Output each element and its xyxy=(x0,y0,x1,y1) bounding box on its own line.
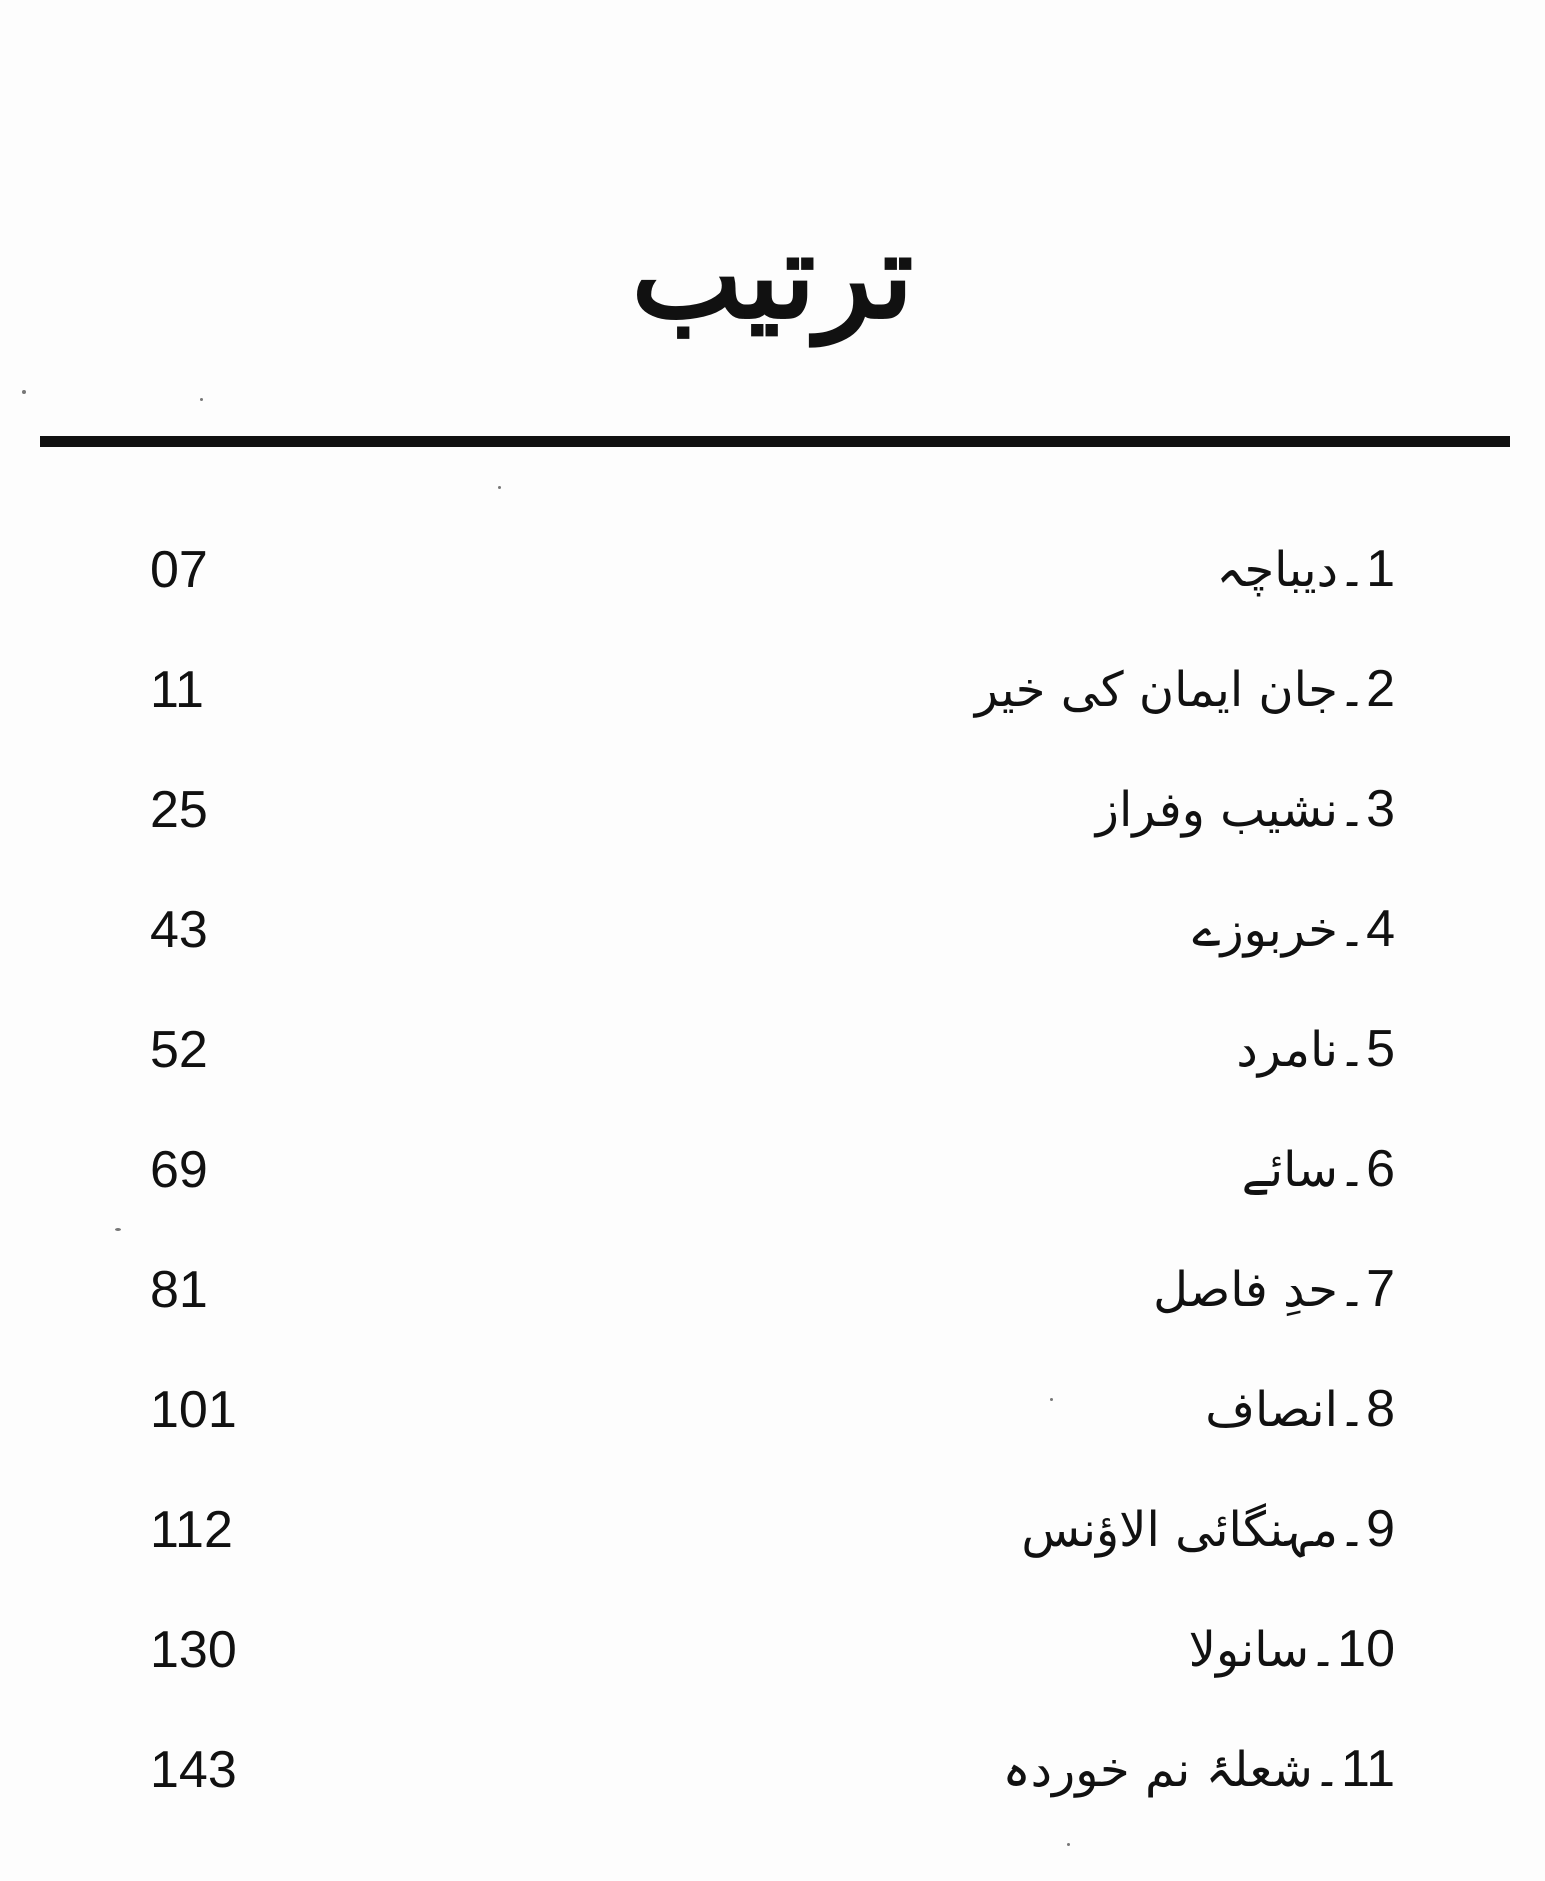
toc-entry xyxy=(0,760,1545,880)
toc-page-number: 52 xyxy=(150,1021,208,1079)
toc-entry xyxy=(0,1360,1545,1480)
toc-page-number: 25 xyxy=(150,781,208,839)
toc-separator: ۔ xyxy=(1312,1742,1342,1798)
toc-separator: ۔ xyxy=(1337,1382,1367,1438)
toc-separator: ۔ xyxy=(1337,662,1367,718)
toc-page-number: 11 xyxy=(150,661,204,719)
scan-speck xyxy=(200,398,203,401)
toc-entry xyxy=(0,520,1545,640)
title-divider xyxy=(40,436,1510,447)
toc-entry xyxy=(0,640,1545,760)
scan-speck xyxy=(1067,1843,1070,1846)
toc-entry-title xyxy=(1003,1734,1395,1805)
toc-entry-text: سانولا xyxy=(1188,1622,1310,1678)
toc-entry-number: 11 xyxy=(1341,1740,1395,1798)
toc-separator: ۔ xyxy=(1337,542,1367,598)
page-title: ترتیب xyxy=(631,206,914,345)
toc-entry-number: 2 xyxy=(1366,660,1395,718)
toc-entry-title xyxy=(1021,1494,1395,1565)
toc-page-number: 101 xyxy=(150,1381,237,1439)
toc-entry xyxy=(0,1240,1545,1360)
toc-entry-title xyxy=(1242,1134,1395,1205)
toc-entry-number: 6 xyxy=(1366,1140,1395,1198)
toc-entry xyxy=(0,880,1545,1000)
toc-entry-number: 10 xyxy=(1337,1620,1395,1678)
toc-entry xyxy=(0,1000,1545,1120)
toc-entry-title xyxy=(1189,1614,1395,1685)
toc-entry xyxy=(0,1600,1545,1720)
toc-entry-text: جان ایمان کی خیر xyxy=(974,662,1338,718)
toc-page-number: 69 xyxy=(150,1141,208,1199)
toc-separator: ۔ xyxy=(1337,1262,1367,1318)
toc-entry-title xyxy=(1216,534,1395,605)
toc-page-number: 07 xyxy=(150,541,208,599)
toc-entry-number: 7 xyxy=(1366,1260,1395,1318)
scan-speck xyxy=(115,1228,121,1231)
toc-entry-text: حدِ فاصل xyxy=(1153,1262,1338,1318)
toc-page-number: 143 xyxy=(150,1741,237,1799)
toc-entry-text: مہنگائی الاؤنس xyxy=(1021,1502,1338,1558)
toc-entry-number: 8 xyxy=(1366,1380,1395,1438)
toc-entry-title xyxy=(1192,894,1395,965)
toc-separator: ۔ xyxy=(1337,902,1367,958)
toc-entry-text: خربوزے xyxy=(1192,902,1338,958)
toc-entry-number: 5 xyxy=(1366,1020,1395,1078)
toc-entry-title xyxy=(1096,774,1395,845)
toc-entry-number: 9 xyxy=(1366,1500,1395,1558)
scan-speck xyxy=(498,486,501,489)
toc-entry-text: نشیب وفراز xyxy=(1095,782,1338,838)
toc-entry xyxy=(0,1120,1545,1240)
toc-entry-title xyxy=(1236,1014,1395,1085)
toc-separator: ۔ xyxy=(1337,782,1367,838)
toc-page-number: 130 xyxy=(150,1621,237,1679)
toc-entry-text: نامرد xyxy=(1236,1022,1338,1078)
toc-entry-text: شعلۂ نم خوردہ xyxy=(1002,1742,1313,1798)
toc-separator: ۔ xyxy=(1309,1622,1338,1678)
toc-entry xyxy=(0,1720,1545,1840)
toc-entry-title xyxy=(1153,1254,1395,1325)
scan-speck xyxy=(22,390,26,394)
toc-separator: ۔ xyxy=(1337,1142,1367,1198)
table-of-contents xyxy=(0,520,1545,1820)
toc-entry-number: 1 xyxy=(1366,540,1395,598)
toc-page-number: 43 xyxy=(150,901,208,959)
toc-entry-title xyxy=(975,654,1395,725)
toc-entry-number: 3 xyxy=(1366,780,1395,838)
toc-separator: ۔ xyxy=(1337,1502,1367,1558)
toc-entry-text: انصاف xyxy=(1205,1382,1338,1438)
toc-entry-title xyxy=(1205,1374,1395,1445)
toc-page-number: 112 xyxy=(150,1501,233,1559)
toc-entry-number: 4 xyxy=(1366,900,1395,958)
scan-speck xyxy=(1050,1398,1053,1401)
toc-entry-text: سائے xyxy=(1241,1142,1338,1198)
toc-page-number: 81 xyxy=(150,1261,208,1319)
toc-entry-text: دیباچہ xyxy=(1216,542,1338,598)
toc-separator: ۔ xyxy=(1337,1022,1367,1078)
toc-entry xyxy=(0,1480,1545,1600)
